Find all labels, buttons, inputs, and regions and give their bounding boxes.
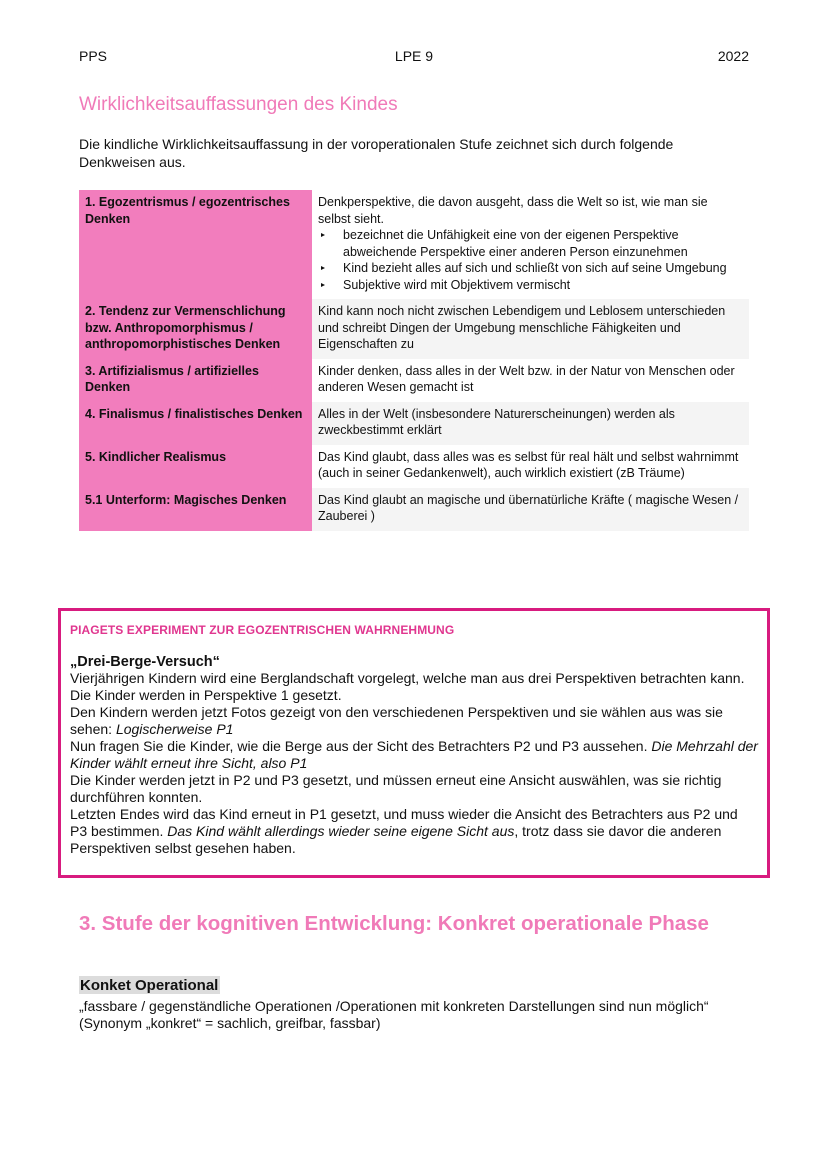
table-row [79, 359, 749, 402]
experiment-italic: Die Mehrzahl der Kinder wählt erneut ihre Sicht, also P1 [70, 738, 758, 771]
term-cell: 5. Kindlicher Realismus [79, 445, 312, 488]
experiment-paragraph [70, 738, 758, 772]
table-row [79, 190, 749, 299]
experiment-paragraph [70, 806, 758, 857]
description-cell: Das Kind glaubt an magische und übernatürliche Kräfte ( magische Wesen / Zauberei ) [312, 488, 749, 531]
experiment-paragraph: Vierjährigen Kindern wird eine Berglandschaft vorgelegt, welche man aus drei Perspektiven betrachten kann. Die Kinder werden in Perspektive 1 gesetzt. [70, 670, 745, 703]
bullet-list [318, 227, 743, 293]
header-unit: LPE 9 [394, 48, 434, 64]
description-text: Denkperspektive, die davon ausgeht, dass die Welt so ist, wie man sie selbst sieht. [318, 195, 708, 226]
bullet-item: Kind bezieht alles auf sich und schließt von sich auf seine Umgebung [318, 260, 743, 277]
experiment-text-run: Nun fragen Sie die Kinder, wie die Berge aus der Sicht des Betrachters P2 und P3 aussehen. [70, 738, 648, 754]
page-header [79, 48, 749, 68]
section-title: Wirklichkeitsauffassungen des Kindes [79, 94, 398, 115]
experiment-italic: Logischerweise P1 [115, 721, 234, 737]
intro-paragraph: Die kindliche Wirklichkeitsauffassung in der voroperationalen Stufe zeichnet sich durch folgende Denkweisen aus. [79, 136, 674, 170]
experiment-text-run: Letzten Endes wird das Kind erneut in P1 gesetzt, und muss wieder die Ansicht des Betrachters aus P2 und P3 bestimmen. [70, 806, 738, 839]
bullet-item: bezeichnet die Unfähigkeit eine von der eigenen Perspektive abweichende Perspektive einer anderen Person einzunehmen [318, 227, 743, 260]
description-cell: Das Kind glaubt, dass alles was es selbst für real hält und selbst wahrnimmt (auch in seiner Gedankenwelt), auch wirklich existiert (zB Träume) [312, 445, 749, 488]
thinking-modes-table [79, 190, 749, 531]
experiment-italic: Das Kind wählt allerdings wieder seine eigene Sicht aus [167, 823, 515, 839]
term-cell: 5.1 Unterform: Magisches Denken [79, 488, 312, 531]
term-cell: 4. Finalismus / finalistisches Denken [79, 402, 312, 445]
table-row [79, 402, 749, 445]
description-cell [312, 190, 749, 299]
term-cell: 1. Egozentrismus / egozentrisches Denken [79, 190, 312, 299]
table-row [79, 299, 749, 359]
description-cell: Kind kann noch nicht zwischen Lebendigem und Leblosem unterschieden und schreibt Dingen der Umgebung menschliche Fähigkeiten und Eigenschaften zu [312, 299, 749, 359]
experiment-paragraph [70, 704, 758, 738]
header-year: 2022 [717, 48, 749, 64]
konkret-label: Konket Operational [80, 977, 219, 994]
konkret-text: „fassbare / gegenständliche Operationen /Operationen mit konkreten Darstellungen sind nun möglich“ (Synonym „konkret“ = sachlich, greifbar, fassbar) [79, 998, 709, 1031]
header-subject: PPS [79, 48, 108, 64]
term-cell: 2. Tendenz zur Vermenschlichung bzw. Anthropomorphismus / anthropomorphistisches Denken [79, 299, 312, 359]
stage-title: 3. Stufe der kognitiven Entwicklung: Konkret operationale Phase [79, 912, 709, 935]
experiment-text-run: , trotz dass sie davor die anderen Perspektiven selbst gesehen haben. [70, 823, 722, 856]
table-row [79, 488, 749, 531]
experiment-box [58, 608, 770, 878]
experiment-text-run: Den Kindern werden jetzt Fotos gezeigt von den verschiedenen Perspektiven und sie wählen aus was sie sehen: [70, 704, 723, 737]
description-cell: Alles in der Welt (insbesondere Naturerscheinungen) werden als zweckbestimmt erklärt [312, 402, 749, 445]
term-cell: 3. Artifizialismus / artifizielles Denken [79, 359, 312, 402]
bullet-item: Subjektive wird mit Objektivem vermischt [318, 277, 743, 294]
description-cell: Kinder denken, dass alles in der Welt bzw. in der Natur von Menschen oder anderen Wesen gemacht ist [312, 359, 749, 402]
experiment-text [70, 670, 758, 857]
experiment-paragraph: Die Kinder werden jetzt in P2 und P3 gesetzt, und müssen erneut eine Ansicht auswählen, was sie richtig durchführen konnten. [70, 772, 722, 805]
experiment-title: PIAGETS EXPERIMENT ZUR EGOZENTRISCHEN WAHRNEHMUNG [70, 623, 455, 637]
experiment-subtitle: „Drei-Berge-Versuch“ [70, 654, 220, 670]
table-row [79, 445, 749, 488]
